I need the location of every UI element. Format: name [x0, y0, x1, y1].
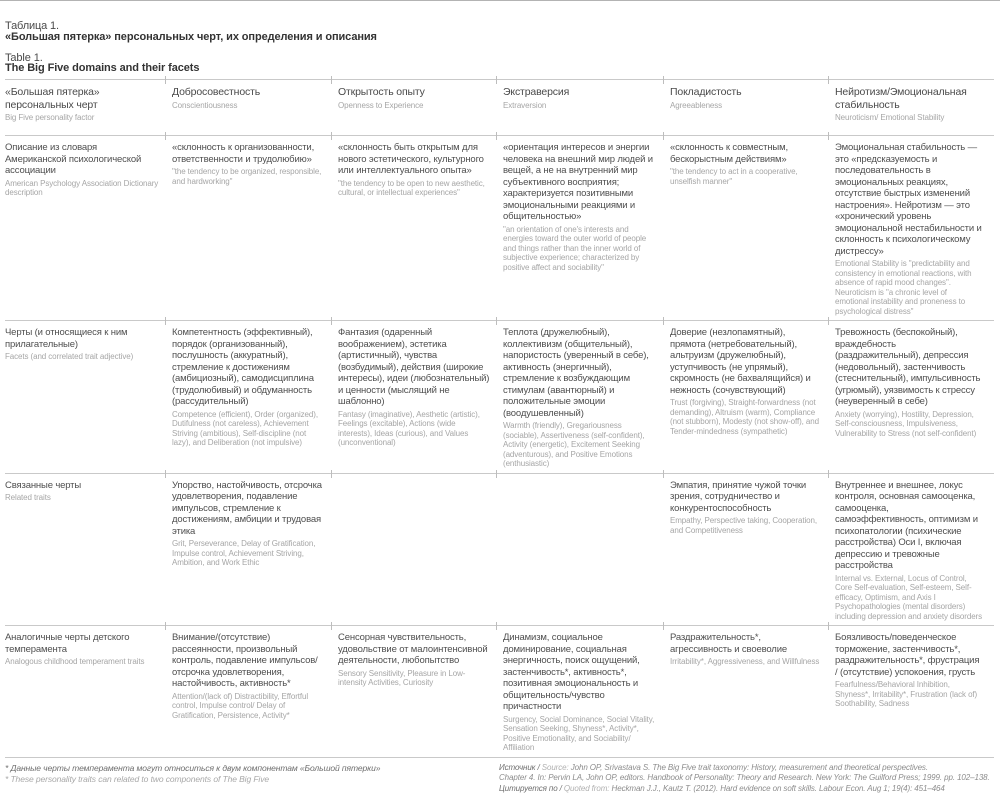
col-header-openness — [338, 80, 503, 135]
row-label-en: Analogous childhood temperament traits — [5, 657, 160, 667]
cell-ru: Боязливость/поведенческое торможение, застенчивость*, раздражительность*, фрустрация / (отсутствие) успокоения, грусть — [835, 632, 982, 678]
row-label-en: American Psychology Association Dictionary description — [5, 179, 160, 198]
source-text: Chapter 4. In: Pervin LA, John OP, editors. Handbook of Personality: Theory and Research. New York: The Guilford Press; 1999. pp. 102–138. — [499, 773, 990, 782]
cell-ru: Раздражительность*, агрессивность и своеволие — [670, 632, 823, 655]
footnote-en: * These personality traits can related to two components of The Big Five — [5, 774, 499, 785]
col-header-en: Neuroticism/ Emotional Stability — [835, 113, 982, 123]
col-header-en: Big Five personality factor — [5, 113, 160, 123]
col-header-conscientiousness — [172, 80, 338, 135]
cell-en: Surgency, Social Dominance, Social Vitality, Sensation Seeking, Shyness*, Activity*, Positive Emotionality, and Sociability/ Affiliation — [503, 715, 658, 753]
col-header-ru: Открытость опыту — [338, 86, 491, 99]
cell — [835, 626, 994, 757]
cell-ru: Упорство, настойчивость, отсрочка удовлетворения, подавление импульсов, стремление к достижениям, амбиции и трудовая этика — [172, 480, 326, 538]
table-title-en — [5, 45, 994, 74]
col-header-agreeableness — [670, 80, 835, 135]
col-header-en: Openness to Experience — [338, 101, 491, 111]
row-label — [5, 321, 172, 473]
cell — [338, 626, 503, 757]
row-label-en: Facets (and correlated trait adjective) — [5, 352, 160, 362]
footnote-ru: * Данные черты темперамента могут относиться к двум компонентам «Большой пятерки» — [5, 763, 499, 774]
footnote — [5, 763, 499, 794]
source-text: John OP, Srivastava S. The Big Five trait taxonomy: History, measurement and theoretical perspectives. — [571, 763, 928, 772]
source-line-3 — [499, 784, 994, 794]
cell-ru: Фантазия (одаренный воображением), эстетика (артистичный), чувства (возбудимый), действия (широкие интересы), идеи (любознательный) и ценности (мыслящий не шаблонно) — [338, 327, 491, 408]
cell-en: Competence (efficient), Order (organized), Dutifulness (not careless), Achievement Striving (ambitious), Self-discipline (not lazy), and Deliberation (not impulsive) — [172, 410, 326, 448]
cell — [172, 474, 338, 626]
col-header-ru: Нейротизм/Эмоциональная стабильность — [835, 86, 982, 111]
cell — [338, 321, 503, 473]
row-facets — [5, 320, 994, 473]
quoted-from-label-ru: Цитируется по / — [499, 784, 564, 793]
cell-en: "an orientation of one's interests and energies toward the outer world of people and things rather than the inner world of subjective experience; characterized by positive affect and sociability" — [503, 225, 658, 273]
row-label-ru: Описание из словаря Американской психологической ассоциации — [5, 142, 160, 177]
cell-en: "the tendency to be open to new aesthetic, cultural, or intellectual experiences" — [338, 179, 491, 198]
cell-ru: Внимание/(отсутствие) рассеянности, произвольный контроль, подавление импульсов/отсрочка удовлетворения, настойчивость, активность* — [172, 632, 326, 690]
cell — [172, 321, 338, 473]
row-related-traits — [5, 473, 994, 626]
cell-ru: Компетентность (эффективный), порядок (организованный), послушность (аккуратный), стремление к достижениям (амбициозный), самодисциплина (трудолюбивый) и обдуманность (рассудительный) — [172, 327, 326, 408]
cell — [670, 626, 835, 757]
cell-ru: «склонность к совместным, бескорыстным действиям» — [670, 142, 823, 165]
table-caption-ru: «Большая пятерка» персональных черт, их определения и описания — [5, 31, 377, 43]
source-text: Heckman J.J., Kautz T. (2012). Hard evidence on soft skills. Labour Econ. Aug 1; 19(4): 451–464 — [612, 784, 945, 793]
row-label-ru: Связанные черты — [5, 480, 160, 492]
cell-en: Anxiety (worrying), Hostility, Depression, Self-consciousness, Impulsiveness, Vulnerability to Stress (not self-confident) — [835, 410, 982, 439]
cell — [503, 136, 670, 320]
table-footer — [5, 758, 994, 794]
cell-ru: «склонность к организованности, ответственности и трудолюбию» — [172, 142, 326, 165]
col-header-ru: «Большая пятерка» персональных черт — [5, 86, 160, 111]
cell — [670, 321, 835, 473]
row-label — [5, 474, 172, 626]
col-header-big-five-factor — [5, 80, 172, 135]
cell-ru: Доверие (незлопамятный), прямота (нетребовательный), альтруизм (дружелюбный), уступчивость (не упрямый), скромность (не бахвалящийся) и нежность (сочувствующий) — [670, 327, 823, 396]
col-header-ru: Добросовестность — [172, 86, 326, 99]
cell-empty — [338, 474, 503, 626]
col-header-extraversion — [503, 80, 670, 135]
col-header-en: Conscientiousness — [172, 101, 326, 111]
table-caption-en: The Big Five domains and their facets — [5, 62, 199, 74]
row-label-ru: Аналогичные черты детского темперамента — [5, 632, 160, 655]
cell-en: Emotional Stability is "predictability and consistency in emotional reactions, with absence of rapid mood changes". Neuroticism is "a chronic level of emotional instability and proneness to psychological distress" — [835, 259, 982, 316]
col-header-en: Extraversion — [503, 101, 658, 111]
cell — [503, 626, 670, 757]
cell-ru: Внутреннее и внешнее, локус контроля, основная самооценка, самооценка, самоэффективность, оптимизм и психопатологии (психические расстройства) Оси I, включая депрессию и тревожные расстройства — [835, 480, 982, 572]
cell-ru: Тревожность (беспокойный), враждебность (раздражительный), депрессия (недовольный), застенчивость (стеснительный), импульсивность (угрюмый), уязвимость к стрессу (неуверенный в себе) — [835, 327, 982, 408]
cell — [670, 474, 835, 626]
col-header-ru: Экстраверсия — [503, 86, 658, 99]
cell-ru: Теплота (дружелюбный), коллективизм (общительный), напористость (уверенный в себе), активность (энергичный), стремление к возбуждающим стимулам (авантюрный) и положительные эмоции (воодушевленный) — [503, 327, 658, 419]
cell — [338, 136, 503, 320]
cell — [835, 474, 994, 626]
col-header-en: Agreeableness — [670, 101, 823, 111]
table-number-en: Table 1. — [5, 52, 43, 64]
source-line-1 — [499, 763, 994, 774]
cell-en: Grit, Perseverance, Delay of Gratification, Impulse control, Achievement Striving, Ambition, and Work Ethic — [172, 539, 326, 568]
quoted-from-label-en: Quoted from: — [564, 784, 612, 793]
row-childhood-temperament — [5, 625, 994, 758]
source-label-ru: Источник / — [499, 763, 542, 772]
row-label-en: Related traits — [5, 493, 160, 503]
cell-en: Trust (forgiving), Straight-forwardness (not demanding), Altruism (warm), Compliance (not stubborn), Modesty (not show-off), and Tender-mindedness (sympathetic) — [670, 398, 823, 436]
cell-en: Fantasy (imaginative), Aesthetic (artistic), Feelings (excitable), Actions (wide interests), Ideas (curious), and Values (unconventional) — [338, 410, 491, 448]
row-apa-description — [5, 135, 994, 320]
table-title-ru — [5, 9, 994, 44]
cell-ru: Сенсорная чувствительность, удовольствие от малоинтенсивной деятельности, любопытство — [338, 632, 491, 667]
cell-empty — [503, 474, 670, 626]
cell-en: Irritability*, Aggressiveness, and Willfulness — [670, 657, 823, 667]
source-citation — [499, 763, 994, 794]
cell-ru: «склонность быть открытым для нового эстетического, культурного или интеллектуального опыта» — [338, 142, 491, 177]
cell-en: Attention/(lack of) Distractibility, Effortful control, Impulse control/ Delay of Gratification, Persistence, Activity* — [172, 692, 326, 721]
cell-ru: Эмоциональная стабильность — это «предсказуемость и последовательность в эмоциональных реакциях, отсутствие быстрых изменений настроения». Нейротизм — это «хронический уровень эмоциональной нестабильности и склонность к психологическому дистрессу» — [835, 142, 982, 257]
col-header-neuroticism — [835, 80, 994, 135]
table-title — [5, 4, 994, 79]
cell — [670, 136, 835, 320]
row-label — [5, 136, 172, 320]
cell-en: Empathy, Perspective taking, Cooperation, and Competitiveness — [670, 516, 823, 535]
table-number-ru: Таблица 1. — [5, 20, 59, 32]
cell-en: "the tendency to be organized, responsible, and hardworking" — [172, 167, 326, 186]
source-line-2 — [499, 773, 994, 784]
row-label — [5, 626, 172, 757]
cell — [172, 626, 338, 757]
cell-ru: Динамизм, социальное доминирование, социальная энергичность, поиск ощущений, застенчивость*, активность*, позитивная эмоциональность и общительность/чувство причастности — [503, 632, 658, 713]
cell-en: Warmth (friendly), Gregariousness (sociable), Assertiveness (self-confident), Activity (energetic), Excitement Seeking (adventurous), and Positive Emotions (enthusiastic) — [503, 421, 658, 469]
cell — [503, 321, 670, 473]
cell-ru: «ориентация интересов и энергии человека на внешний мир людей и вещей, а не на внутренний мир субъективного восприятия; характеризуется позитивными эмоциональными реакциями и общительностью» — [503, 142, 658, 223]
col-header-ru: Покладистость — [670, 86, 823, 99]
header-row — [5, 79, 994, 135]
cell — [172, 136, 338, 320]
cell-ru: Эмпатия, принятие чужой точки зрения, сотрудничество и конкурентоспособность — [670, 480, 823, 515]
cell-en: Fearfulness/Behavioral Inhibition, Shyness*, Irritability*, Frustration (lack of) Soothability, Sadness — [835, 680, 982, 709]
cell-en: "the tendency to act in a cooperative, unselfish manner" — [670, 167, 823, 186]
cell — [835, 136, 994, 320]
cell-en: Sensory Sensitivity, Pleasure in Low-intensity Activities, Curiosity — [338, 669, 491, 688]
cell — [835, 321, 994, 473]
row-label-ru: Черты (и относящиеся к ним прилагательные) — [5, 327, 160, 350]
cell-en: Internal vs. External, Locus of Control, Core Self-evaluation, Self-esteem, Self-efficacy, Optimism, and Axis I Psychopathologies (mental disorders) including depression and anxiety disorders — [835, 574, 982, 622]
source-label-en: Source: — [542, 763, 571, 772]
